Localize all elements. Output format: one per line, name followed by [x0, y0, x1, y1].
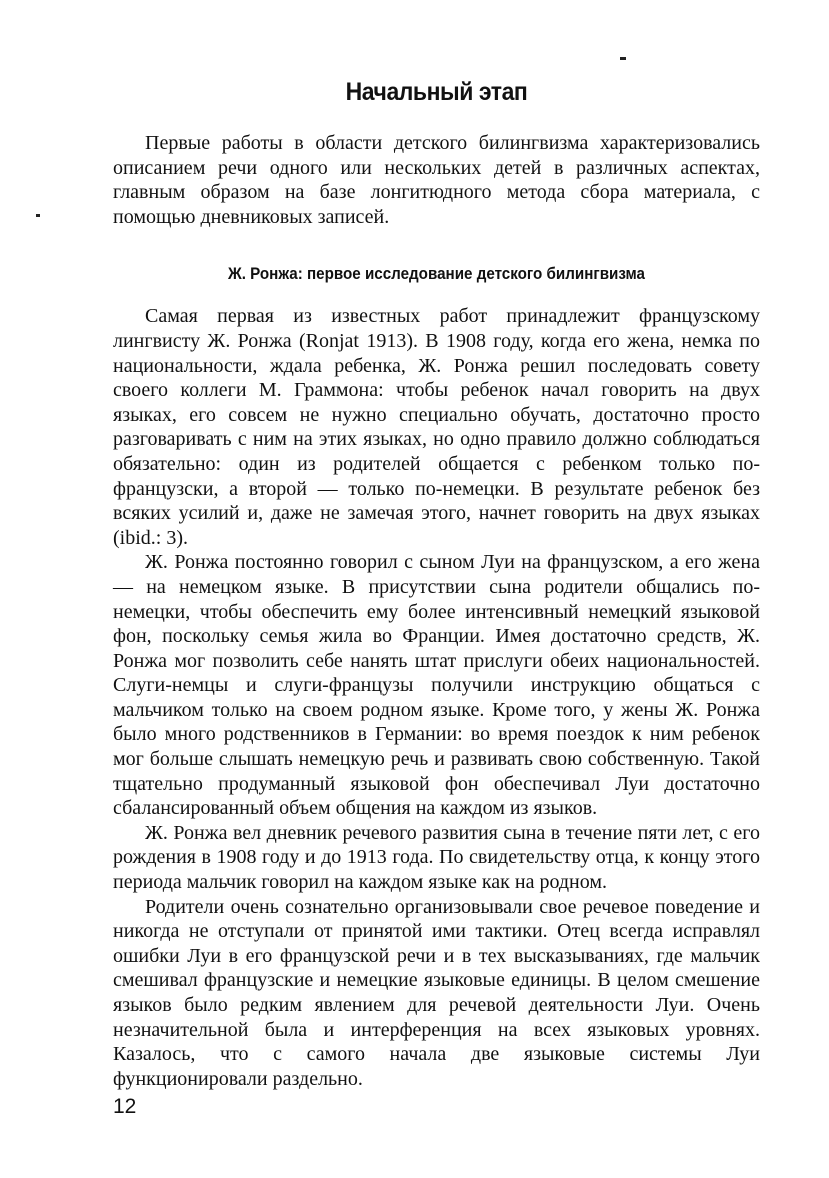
- intro-paragraph: Первые работы в области детского билингвизма характеризовались описанием речи одного или нескольких детей в различных аспектах, главным образом на базе лонгитюдного метода сбора материала, с помощью дневниковых записей.: [113, 132, 760, 228]
- page-content: [113, 78, 760, 1091]
- subsection-heading: Ж. Ронжа: первое исследование детского билингвизма: [227, 265, 646, 284]
- section-heading: Начальный этап: [345, 78, 528, 106]
- speck-mark: [620, 57, 626, 60]
- body-paragraph: Самая первая из известных работ принадлежит французскому лингвисту Ж. Ронжа (Ronjat 1913). В 1908 году, когда его жена, немка по национальности, ждала ребенка, Ж. Ронжа решил последовать совету своего коллеги М. Граммона: чтобы ребенок начал говорить на двух языках, его совсем не нужно специально обучать, достаточно просто разговаривать с ним на этих языках, но одно правило должно соблюдаться обязательно: один из родителей общается с ребенком только по-французски, а второй — только по-немецки. В результате ребенок без всяких усилий и, даже не замечая этого, начнет говорить на двух языках (ibid.: 3).: [113, 305, 760, 549]
- body-paragraph: Ж. Ронжа постоянно говорил с сыном Луи на французском, а его жена — на немецком языке. В присутствии сына родители общались по-немецки, чтобы обеспечить ему более интенсивный немецкий языковой фон, поскольку семья жила во Франции. Имея достаточно средств, Ж. Ронжа мог позволить себе нанять штат прислуги обеих национальностей. Слуги-немцы и слуги-французы получили инструкцию общаться с мальчиком только на своем родном языке. Кроме того, у жены Ж. Ронжа было много родственников в Германии: во время поездок к ним ребенок мог больше слышать немецкую речь и развивать свою собственную. Такой тщательно продуманный языковой фон обеспечивал Луи достаточно сбалансированный объем общения на каждом из языков.: [113, 551, 760, 820]
- body-paragraph: Родители очень сознательно организовывали свое речевое поведение и никогда не отступали от принятой ими тактики. Отец всегда исправлял ошибки Луи в его французской речи и в тех высказываниях, где мальчик смешивал французские и немецкие языковые единицы. В целом смешение языков было редким явлением для речевой деятельности Луи. Очень незначительной была и интерференция на всех языковых уровнях. Казалось, что с самого начала две языковые системы Луи функционировали раздельно.: [113, 895, 760, 1090]
- speck-mark: [36, 214, 40, 217]
- body-paragraph: Ж. Ронжа вел дневник речевого развития сына в течение пяти лет, с его рождения в 1908 году и до 1913 года. По свидетельству отца, к концу этого периода мальчик говорил на каждом языке как на родном.: [113, 821, 760, 894]
- page-number: 12: [113, 1095, 137, 1118]
